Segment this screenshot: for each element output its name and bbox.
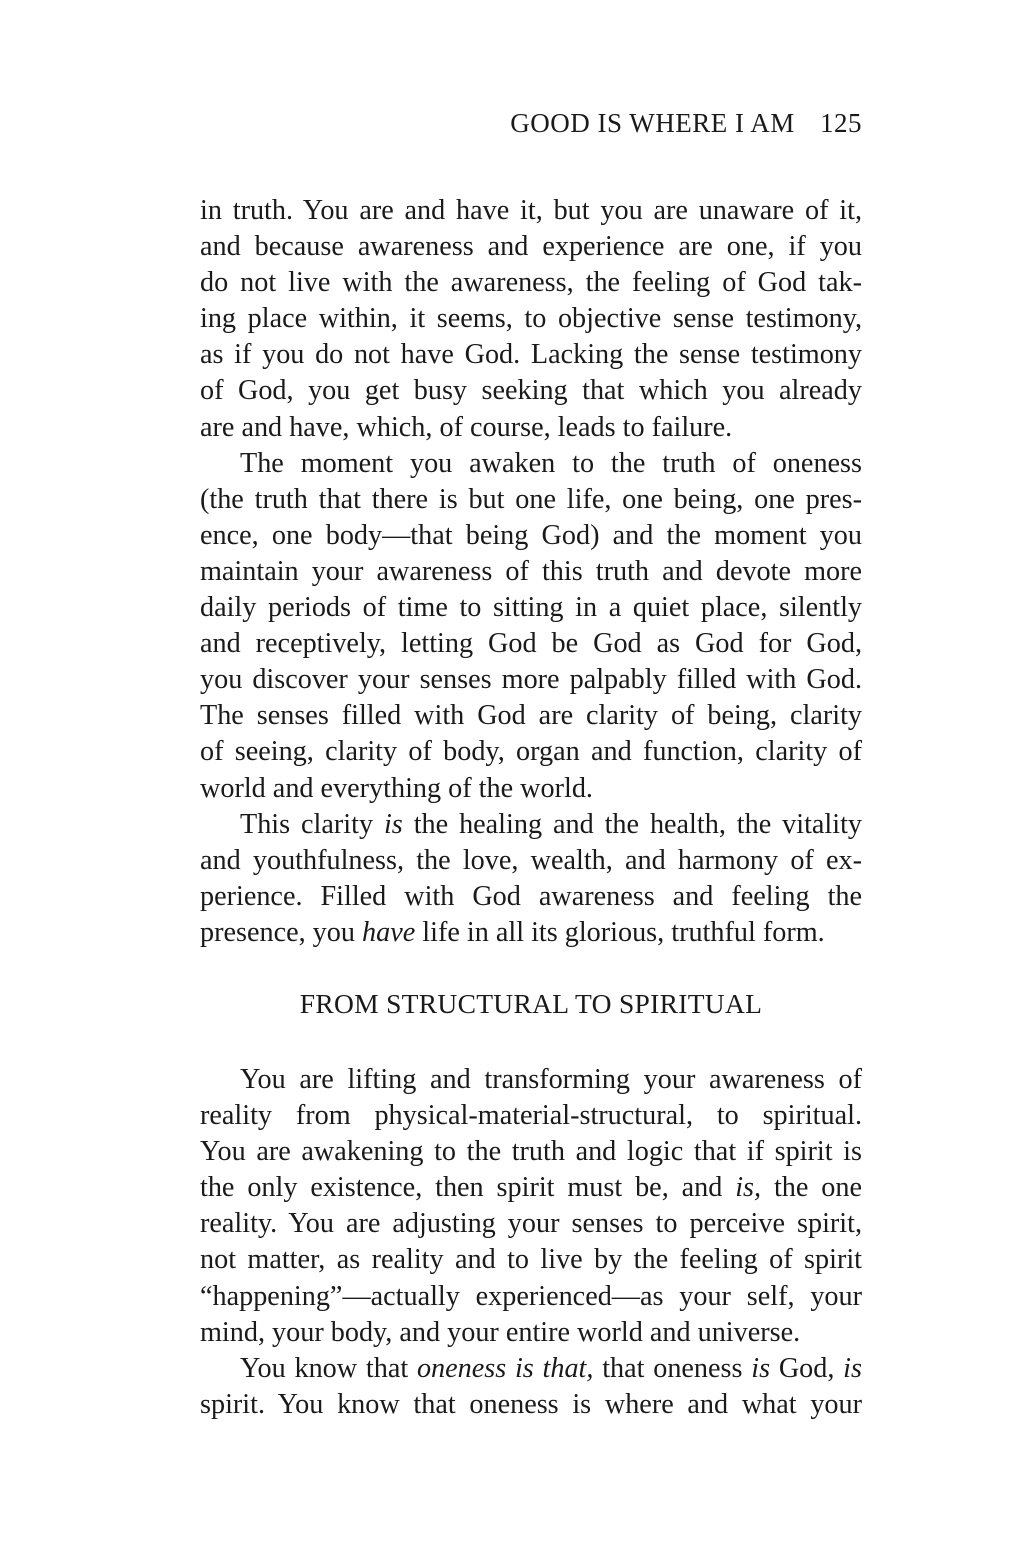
text-line [200, 1170, 862, 1206]
running-head [510, 108, 862, 139]
text-run: life in all its glorious, truthful form. [415, 916, 825, 948]
text-run: the healing and the health, the vitality [402, 808, 863, 840]
running-head-title: GOOD IS WHERE I AM [510, 108, 795, 138]
text-line: The moment you awaken to the truth of oneness [240, 447, 862, 479]
emphasis: is [751, 1352, 771, 1384]
text-line: ence, one body—that being God) and the moment you [200, 519, 862, 551]
text-line: in truth. You are and have it, but you are unaware of it, [200, 195, 862, 226]
emphasis: is [383, 808, 403, 840]
text-line: “happening”—actually experienced—as your self, your [200, 1280, 862, 1312]
text-line: and receptively, letting God be God as God for God, [200, 628, 862, 660]
text-line: The senses filled with God are clarity of being, clarity [200, 700, 862, 732]
text-line: reality from physical-material-structural, to spiritual. [200, 1100, 862, 1132]
text-run: the only existence, then spirit must be, and [200, 1172, 736, 1204]
emphasis: oneness is that, [416, 1352, 594, 1384]
text-run: that oneness [593, 1352, 752, 1384]
text-line: not matter, as reality and to live by the feeling of spirit [200, 1244, 862, 1276]
text-line: ing place within, it seems, to objective sense testimony, [200, 303, 862, 335]
text-line: do not live with the awareness, the feeling of God tak- [200, 267, 862, 299]
text-run: God, [770, 1352, 844, 1384]
text-line: you discover your senses more palpably filled with God. [200, 664, 862, 696]
emphasis: have [362, 916, 416, 948]
text-line: spirit. You know that oneness is where and what your [200, 1388, 862, 1420]
text-run: You know that [240, 1352, 417, 1384]
text-line: (the truth that there is but one life, one being, one pres- [200, 483, 862, 515]
emphasis: is, [735, 1172, 762, 1204]
text-line: maintain your awareness of this truth and devote more [200, 555, 862, 587]
text-line: daily periods of time to sitting in a quiet place, silently [200, 592, 862, 624]
text-line: You are awakening to the truth and logic that if spirit is [200, 1136, 862, 1168]
text-line: as if you do not have God. Lacking the sense testimony [200, 339, 862, 371]
text-line: of seeing, clarity of body, organ and function, clarity of [200, 736, 862, 768]
text-line [200, 807, 862, 843]
text-line: of God, you get busy seeking that which you already [200, 375, 862, 407]
text-line: are and have, which, of course, leads to failure. [200, 411, 733, 443]
text-line: reality. You are adjusting your senses to perceive spirit, [200, 1208, 862, 1240]
text-line: You are lifting and transforming your awareness of [240, 1064, 862, 1095]
text-line: mind, your body, and your entire world and universe. [200, 1316, 801, 1348]
text-line: perience. Filled with God awareness and feeling the [200, 880, 862, 912]
text-line: and because awareness and experience are one, if you [200, 231, 862, 263]
text-run: the one [761, 1172, 862, 1204]
text-run: presence, you [200, 916, 363, 948]
text-line [200, 1351, 862, 1387]
section-heading: FROM STRUCTURAL TO SPIRITUAL [299, 988, 763, 1019]
text-line: and youthfulness, the love, wealth, and harmony of ex- [200, 844, 862, 876]
text-line [200, 915, 862, 951]
text-run: This clarity [240, 808, 384, 840]
body-text [200, 193, 862, 951]
emphasis: is [843, 1352, 862, 1384]
page-number: 125 [820, 108, 862, 138]
body-text-section [200, 1062, 862, 1423]
text-line: world and everything of the world. [200, 772, 593, 804]
